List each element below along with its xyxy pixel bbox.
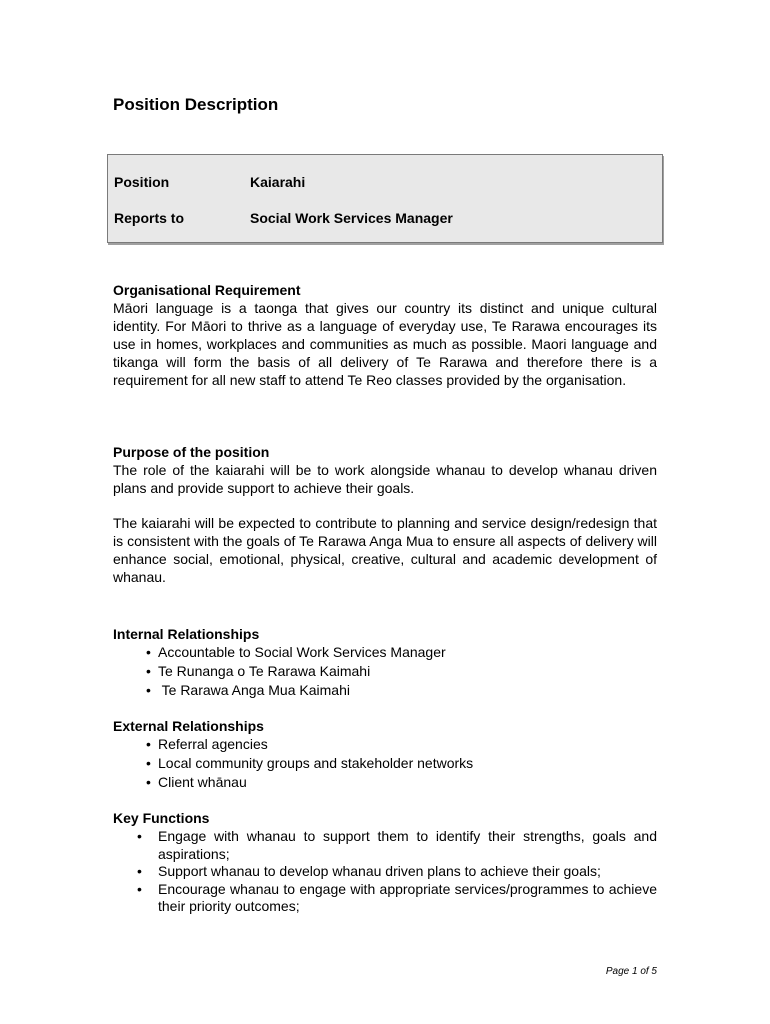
section-paragraph: Māori language is a taonga that gives our country its distinct and unique cultural identity. For Māori to thrive as a language of everyday use, Te Rarawa encourages its use in homes, workplaces and communities as much as possible. Maori language and tikanga will form the basis of all delivery of Te Rarawa and therefore there is a requirement for all new staff to attend Te Reo classes provided by the organisation.	[113, 300, 657, 388]
list-item: • Support whanau to develop whanau driven plans to achieve their goals;	[113, 863, 657, 881]
reports-to-value: Social Work Services Manager	[250, 210, 453, 226]
section-heading: Organisational Requirement	[113, 282, 301, 298]
list-item: • Te Runanga o Te Rarawa Kaimahi	[113, 662, 657, 681]
list-item: • Local community groups and stakeholder networks	[113, 754, 657, 773]
position-value: Kaiarahi	[250, 174, 306, 190]
external-relationships-section	[113, 717, 657, 792]
document-title: Position Description	[113, 95, 279, 114]
section-heading: Internal Relationships	[113, 626, 260, 642]
list-item: • Te Rarawa Anga Mua Kaimahi	[113, 681, 657, 700]
reports-to-label: Reports to	[114, 210, 184, 226]
list-item: • Accountable to Social Work Services Manager	[113, 643, 657, 662]
position-label: Position	[114, 174, 170, 190]
organisational-requirement-section	[113, 281, 657, 389]
section-paragraph: The role of the kaiarahi will be to work alongside whanau to develop whanau driven plans and provide support to achieve their goals.	[113, 462, 657, 496]
internal-relationships-section	[113, 625, 657, 700]
list-item: • Encourage whanau to engage with appropriate services/programmes to achieve their priority outcomes;	[113, 881, 657, 916]
list-item: • Client whānau	[113, 773, 657, 792]
section-heading: Purpose of the position	[113, 444, 270, 460]
list-item: • Referral agencies	[113, 735, 657, 754]
section-heading: External Relationships	[113, 718, 264, 734]
internal-relationships-list	[113, 643, 657, 700]
section-heading: Key Functions	[113, 810, 210, 826]
purpose-section	[113, 443, 657, 586]
key-functions-list	[113, 828, 657, 916]
external-relationships-list	[113, 735, 657, 792]
page-number: Page 1 of 5	[605, 966, 657, 977]
list-item: • Engage with whanau to support them to identify their strengths, goals and aspirations;	[113, 828, 657, 863]
section-paragraph: The kaiarahi will be expected to contribute to planning and service design/redesign that is consistent with the goals of Te Rarawa Anga Mua to ensure all aspects of delivery will enhance social, emotional, physical, creative, cultural and academic development of whanau.	[113, 515, 657, 585]
position-info-box	[107, 154, 663, 243]
key-functions-section	[113, 809, 657, 916]
